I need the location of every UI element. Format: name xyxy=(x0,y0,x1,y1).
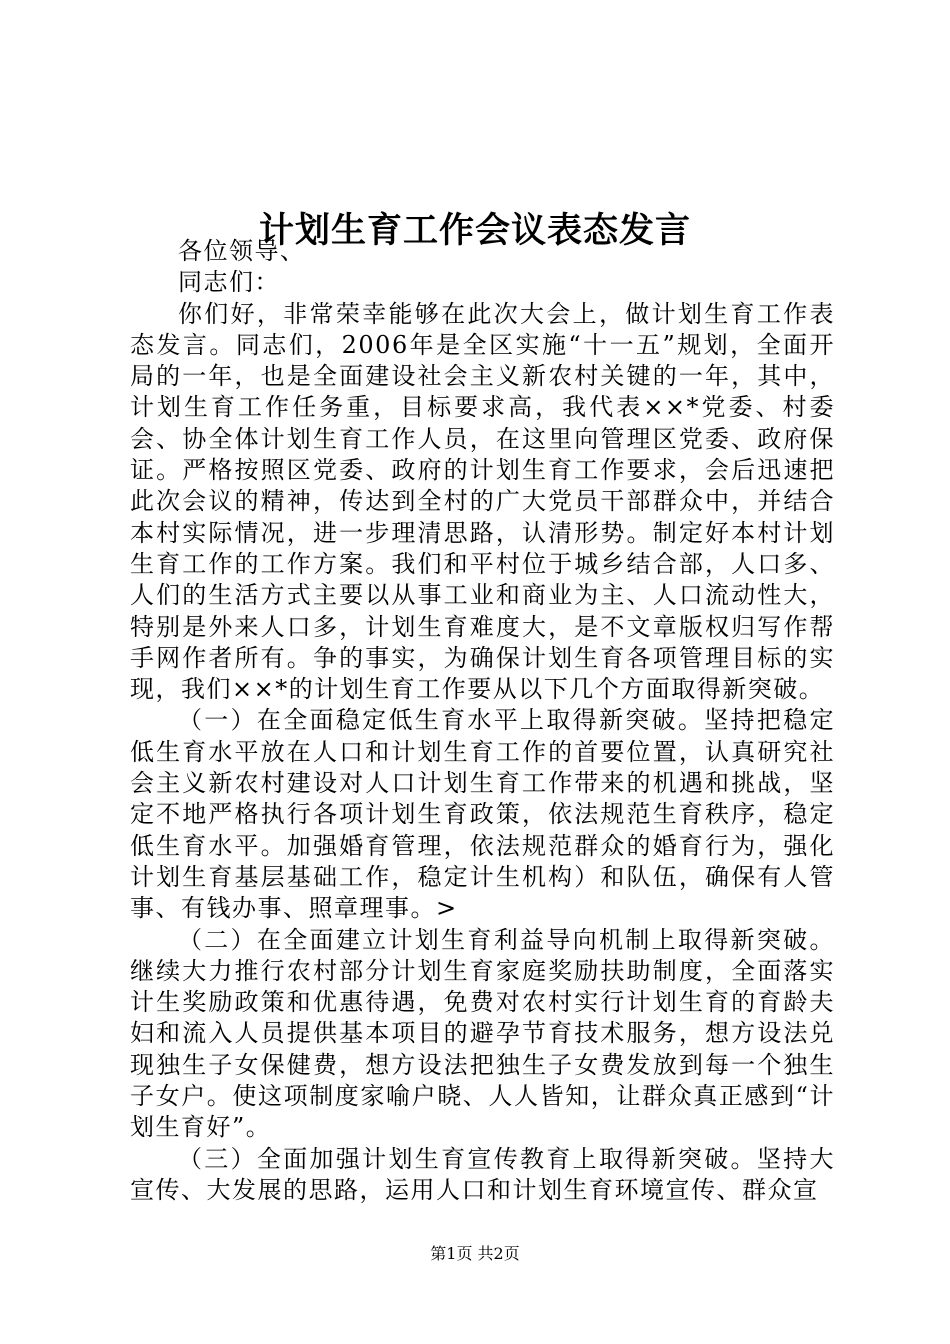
paragraph-intro: 你们好，非常荣幸能够在此次大会上，做计划生育工作表态发言。同志们，2006年是全区实施“十一五”规划，全面开局的一年，也是全面建设社会主义新农村关键的一年，其中，计划生育工作任务重，目标要求高，我代表××*党委、村委会、协全体计划生育工作人员，在这里向管理区党委、政府保证。严格按照区党委、政府的计划生育工作要求，会后迅速把此次会议的精神，传达到全村的广大党员干部群众中，并结合本村实际情况，进一步理清思路，认清形势。制定好本村计划生育工作的工作方案。我们和平村位于城乡结合部，人口多、人们的生活方式主要以从事工业和商业为主、人口流动性大，特别是外来人口多，计划生育难度大，是不文章版权归写作帮手网作者所有。争的事实，为确保计划生育各项管理目标的实现，我们××*的计划生育工作要从以下几个方面取得新突破。 xyxy=(130,299,835,704)
paragraph-point-2: （二）在全面建立计划生育利益导向机制上取得新突破。继续大力推行农村部分计划生育家庭奖励扶助制度，全面落实计生奖励政策和优惠待遇，免费对农村实行计划生育的育龄夫妇和流入人员提供基本项目的避孕节育技术服务，想方设法兑现独生子女保健费，想方设法把独生子女费发放到每一个独生子女户。使这项制度家喻户晓、人人皆知，让群众真正感到“计划生育好”。 xyxy=(130,925,835,1142)
paragraph-point-3: （三）全面加强计划生育宣传教育上取得新突破。坚持大宣传、大发展的思路，运用人口和计划生育环境宣传、群众宣 xyxy=(130,1144,835,1204)
paragraph-point-1: （一）在全面稳定低生育水平上取得新突破。坚持把稳定低生育水平放在人口和计划生育工作的首要位置，认真研究社会主义新农村建设对人口计划生育工作带来的机遇和挑战，坚定不地严格执行各项计划生育政策，依法规范生育秩序，稳定低生育水平。加强婚育管理，依法规范群众的婚育行为，强化计划生育基层基础工作，稳定计生机构）和队伍，确保有人管事、有钱办事、照章理事。> xyxy=(130,706,835,923)
document-body xyxy=(130,236,835,1206)
salutation-leaders: 各位领导、 xyxy=(178,237,306,265)
page-footer: 第1页 共2页 xyxy=(430,1244,520,1263)
salutation-comrades: 同志们： xyxy=(178,268,280,297)
document-title: 计划生育工作会议表态发言 xyxy=(258,210,691,252)
